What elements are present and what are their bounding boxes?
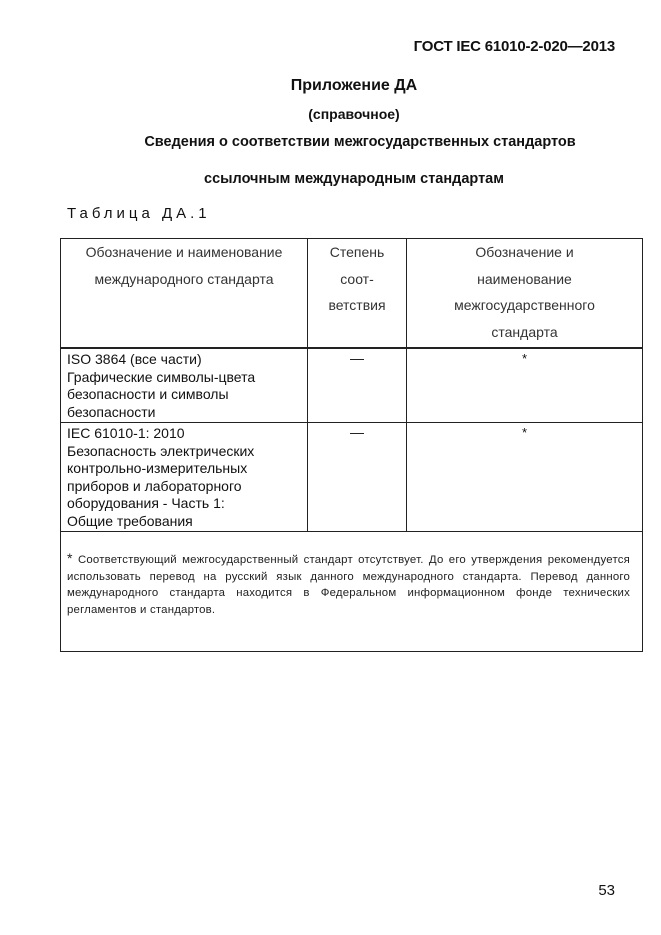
cell-line: Графические символы-цвета — [67, 368, 256, 385]
table-row — [61, 423, 643, 532]
degree-cell: — — [308, 348, 407, 423]
table-note-row — [61, 532, 643, 652]
interstate-standard-cell: * — [407, 423, 643, 532]
header-line: соот- — [340, 270, 374, 287]
cell-line: безопасности — [67, 403, 156, 420]
header-degree-of-correspondence — [308, 239, 407, 349]
appendix-heading-line-2: ссылочным международным стандартам — [204, 171, 504, 187]
cell-line: Общие требования — [67, 512, 193, 529]
cell-line: оборудования - Часть 1: — [67, 495, 225, 511]
appendix-heading-line-1: Сведения о соответствии межгосударственных стандартов — [144, 134, 576, 150]
appendix-subtitle: (справочное) — [308, 106, 400, 122]
interstate-standard-cell: * — [407, 348, 643, 423]
header-international-standard — [61, 239, 308, 349]
cell-line: контрольно-измерительных — [67, 460, 248, 476]
degree-cell: — — [308, 423, 407, 532]
standard-code: ГОСТ IEC 61010-2-020—2013 — [413, 38, 615, 55]
cell-line: Безопасность электрических — [67, 442, 255, 459]
table-caption: Таблица ДА.1 — [67, 205, 211, 222]
international-standard-cell — [61, 348, 308, 423]
note-text: Соответствующий межгосударственный стандарт отсутствует. До его утверждения рекомендуется использовать перевод на русский язык данного международного стандарта. Перевод данного международного стандарта находится в Федеральном информационном фонде технических регламентов и стандартов. — [67, 554, 630, 616]
appendix-title: Приложение ДА — [290, 77, 418, 94]
header-line: Обозначение и наименование — [85, 244, 283, 260]
table-note — [61, 532, 642, 618]
international-standard-cell — [61, 423, 308, 532]
header-line: стандарта — [491, 323, 558, 340]
header-line: ветствия — [328, 297, 386, 313]
header-line: Степень — [329, 244, 385, 260]
note-marker: * — [67, 550, 73, 566]
cell-line: безопасности и символы — [67, 386, 229, 402]
table-row — [61, 348, 643, 423]
cell-line: IEC 61010-1: 2010 — [67, 425, 185, 441]
header-interstate-standard — [407, 239, 643, 349]
header-line: наименование — [477, 270, 572, 287]
correspondence-table — [60, 238, 643, 652]
header-line: международного стандарта — [94, 270, 274, 287]
page-number: 53 — [598, 882, 615, 899]
table-header-row — [61, 239, 643, 349]
header-line: межгосударственного — [454, 297, 595, 313]
cell-line: ISO 3864 (все части) — [67, 351, 202, 367]
header-line: Обозначение и — [475, 244, 574, 260]
cell-line: приборов и лабораторного — [67, 477, 242, 494]
table-note-cell — [61, 532, 643, 652]
